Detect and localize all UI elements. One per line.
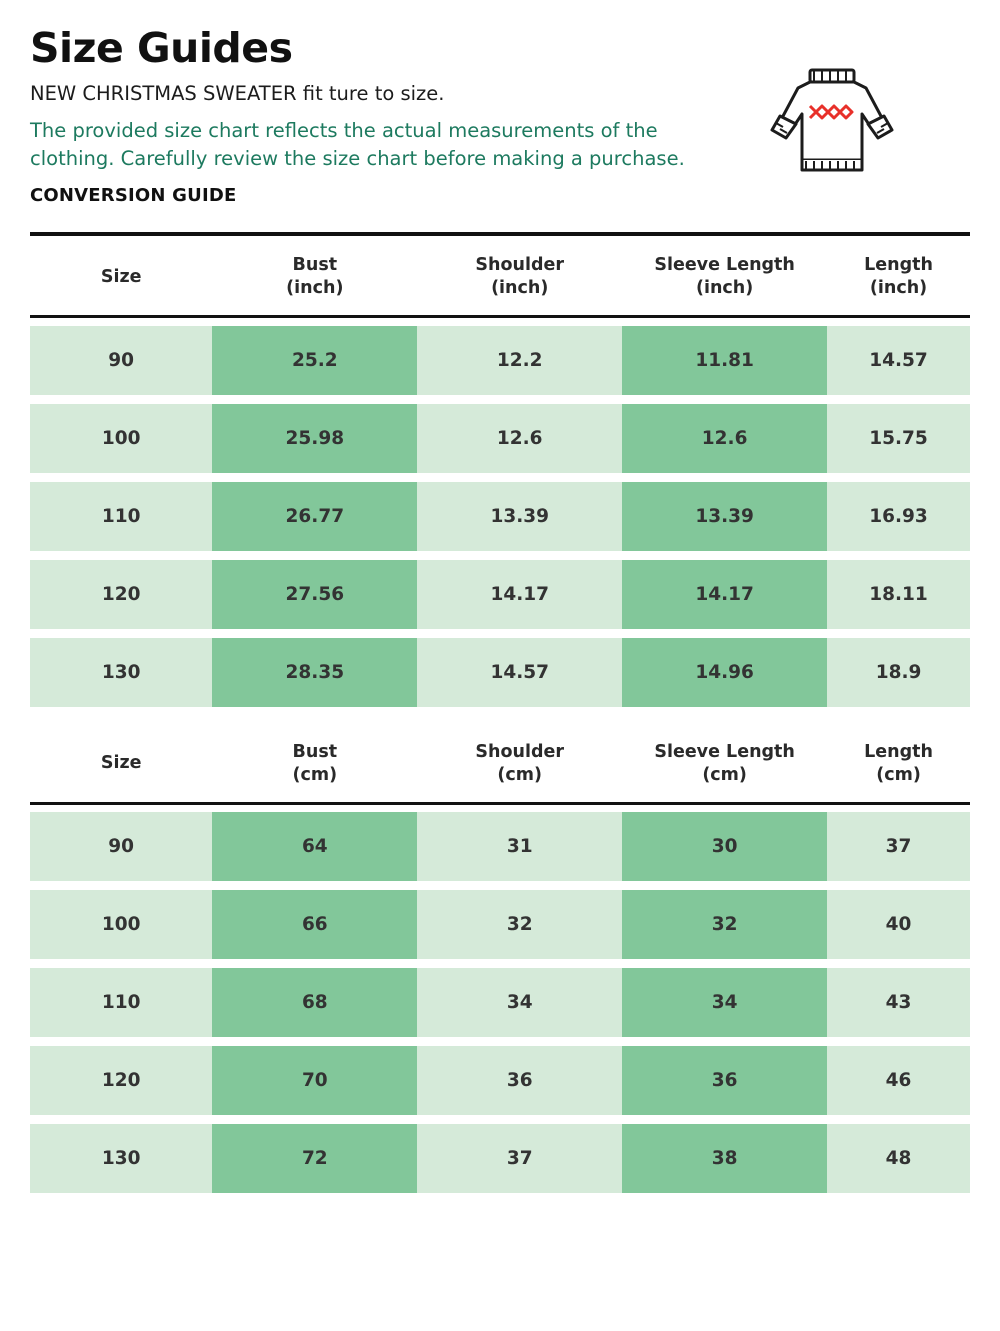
col-header-sleeve-length: Sleeve Length (cm) <box>654 741 795 786</box>
cell-bust: 25.98 <box>212 404 417 473</box>
cell-length: 14.57 <box>827 326 970 395</box>
cell-length: 37 <box>827 812 970 881</box>
table-header-row <box>30 238 970 315</box>
table-row <box>30 326 970 395</box>
measurement-note: The provided size chart reflects the actual measurements of the clothing. Carefully review the size chart before making a purchase. <box>30 119 685 171</box>
cell-shoulder: 34 <box>417 968 622 1037</box>
cell-bust: 64 <box>212 812 417 881</box>
cell-size: 120 <box>30 560 212 629</box>
row-spacer <box>30 629 970 638</box>
cell-shoulder: 12.2 <box>417 326 622 395</box>
cell-shoulder: 37 <box>417 1124 622 1193</box>
cell-size: 110 <box>30 482 212 551</box>
col-header-sleeve-length: Sleeve Length (inch) <box>654 254 795 299</box>
cell-size: 130 <box>30 638 212 707</box>
cell-size: 100 <box>30 890 212 959</box>
cell-sleeve: 38 <box>622 1124 827 1193</box>
table-row <box>30 968 970 1037</box>
table-row <box>30 404 970 473</box>
conversion-guide-label: CONVERSION GUIDE <box>30 184 237 206</box>
cell-size: 90 <box>30 326 212 395</box>
fit-subtitle: NEW CHRISTMAS SWEATER fit ture to size. <box>30 82 445 106</box>
size-table-cm <box>30 725 970 1194</box>
page-title: Size Guides <box>30 24 293 72</box>
cell-shoulder: 14.57 <box>417 638 622 707</box>
cell-length: 46 <box>827 1046 970 1115</box>
table-row <box>30 1124 970 1193</box>
col-header-bust: Bust (cm) <box>292 741 338 786</box>
page-header <box>30 0 970 206</box>
cell-shoulder: 13.39 <box>417 482 622 551</box>
cell-sleeve: 14.96 <box>622 638 827 707</box>
cell-sleeve: 30 <box>622 812 827 881</box>
cell-sleeve: 36 <box>622 1046 827 1115</box>
cell-shoulder: 31 <box>417 812 622 881</box>
cell-shoulder: 32 <box>417 890 622 959</box>
table-header-row <box>30 725 970 802</box>
cell-size: 90 <box>30 812 212 881</box>
row-spacer <box>30 551 970 560</box>
row-spacer <box>30 395 970 404</box>
size-table-inch <box>30 238 970 707</box>
cell-length: 15.75 <box>827 404 970 473</box>
cell-length: 16.93 <box>827 482 970 551</box>
cell-length: 40 <box>827 890 970 959</box>
col-header-size: Size <box>100 266 142 287</box>
cell-bust: 28.35 <box>212 638 417 707</box>
table-row <box>30 1046 970 1115</box>
cell-bust: 27.56 <box>212 560 417 629</box>
row-spacer <box>30 317 970 326</box>
table-row <box>30 812 970 881</box>
row-spacer <box>30 803 970 812</box>
cell-sleeve: 14.17 <box>622 560 827 629</box>
cell-length: 18.9 <box>827 638 970 707</box>
col-header-shoulder: Shoulder (inch) <box>475 254 564 299</box>
col-header-shoulder: Shoulder (cm) <box>475 741 564 786</box>
cell-sleeve: 11.81 <box>622 326 827 395</box>
cell-shoulder: 12.6 <box>417 404 622 473</box>
cell-shoulder: 14.17 <box>417 560 622 629</box>
cell-size: 130 <box>30 1124 212 1193</box>
cell-bust: 66 <box>212 890 417 959</box>
cell-size: 110 <box>30 968 212 1037</box>
cell-length: 18.11 <box>827 560 970 629</box>
cell-sleeve: 34 <box>622 968 827 1037</box>
cell-bust: 70 <box>212 1046 417 1115</box>
table-row <box>30 560 970 629</box>
col-header-length: Length (inch) <box>864 254 933 299</box>
col-header-size: Size <box>100 753 142 774</box>
col-header-bust: Bust (inch) <box>286 254 344 299</box>
cell-size: 120 <box>30 1046 212 1115</box>
row-spacer <box>30 881 970 890</box>
cell-bust: 26.77 <box>212 482 417 551</box>
christmas-sweater-icon <box>752 62 912 182</box>
row-spacer <box>30 473 970 482</box>
row-spacer <box>30 1115 970 1124</box>
table-row <box>30 890 970 959</box>
row-spacer <box>30 1037 970 1046</box>
cell-length: 48 <box>827 1124 970 1193</box>
cell-bust: 72 <box>212 1124 417 1193</box>
cell-bust: 25.2 <box>212 326 417 395</box>
col-header-length: Length (cm) <box>864 741 933 786</box>
cell-sleeve: 13.39 <box>622 482 827 551</box>
cell-sleeve: 32 <box>622 890 827 959</box>
cell-sleeve: 12.6 <box>622 404 827 473</box>
cell-size: 100 <box>30 404 212 473</box>
cell-shoulder: 36 <box>417 1046 622 1115</box>
cell-length: 43 <box>827 968 970 1037</box>
table-row <box>30 638 970 707</box>
header-divider <box>30 232 970 236</box>
row-spacer <box>30 959 970 968</box>
cell-bust: 68 <box>212 968 417 1037</box>
table-row <box>30 482 970 551</box>
